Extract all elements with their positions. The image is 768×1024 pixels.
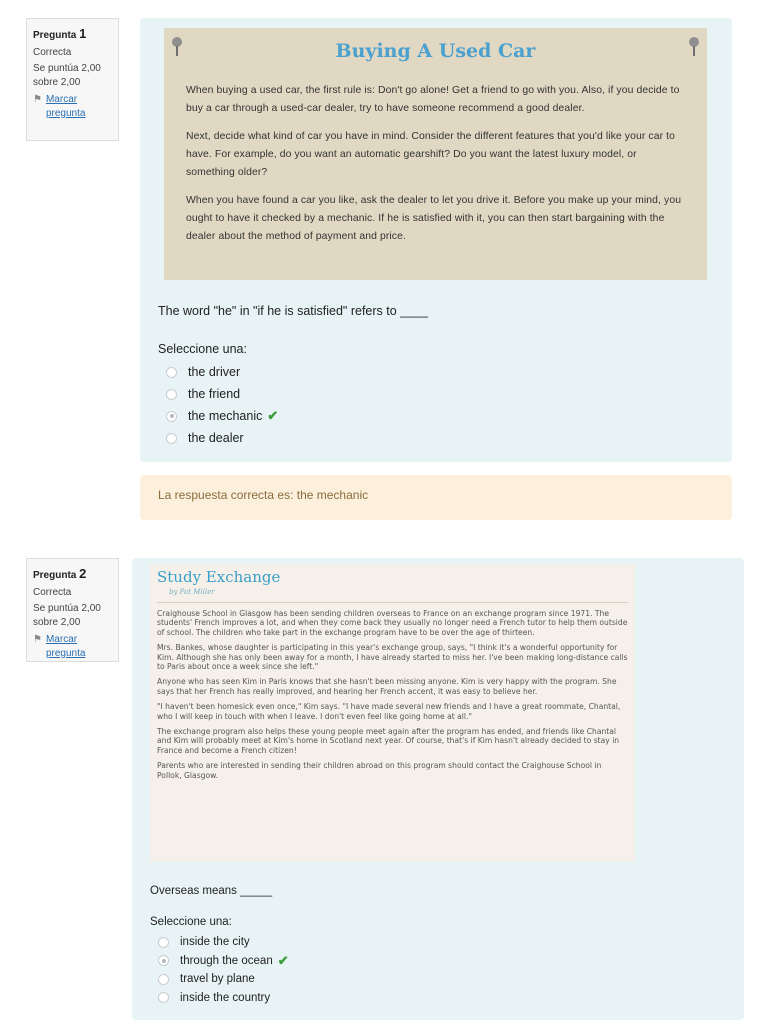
- passage-paragraph: Mrs. Bankes, whose daughter is participating in this year's exchange group, says, "I think it's a wonderful opportunity for Kim. Although she has only been away for a month, I have already started to miss her. I've been making long-distance calls to Paris about once a week since she left.": [157, 643, 628, 672]
- question-text: The word "he" in "if he is satisfied" refers to ____: [158, 304, 428, 318]
- passage-paragraph: When you have found a car you like, ask the dealer to let you drive it. Before you make up your mind, you ought to have it checked by a mechanic. If he is satisfied with it, you can then start bargaining with the dealer about the method of payment and price.: [186, 195, 682, 242]
- radio-button[interactable]: [166, 433, 177, 444]
- select-prompt: Seleccione una:: [158, 342, 247, 356]
- question-score: Se puntúa 2,00 sobre 2,00: [33, 603, 101, 628]
- question-number: Pregunta 2: [33, 566, 87, 581]
- radio-button[interactable]: [158, 974, 169, 985]
- answer-label: travel by plane: [180, 973, 255, 986]
- answer-label: the mechanic: [188, 409, 263, 423]
- question-1-content: [140, 18, 732, 462]
- answer-option[interactable]: [158, 933, 289, 952]
- flag-question-link[interactable]: Marcar pregunta: [45, 634, 86, 659]
- correct-check-icon: ✔: [277, 952, 289, 968]
- passage-title: Study Exchange: [157, 568, 281, 586]
- flag-question-link[interactable]: Marcar pregunta: [45, 94, 86, 119]
- reading-passage: [164, 28, 707, 280]
- passage-byline: by Pat Miller: [169, 588, 215, 596]
- passage-paragraph: Anyone who has seen Kim in Paris knows that she hasn't been missing anyone. Kim is very happy with the program. She says that her French has really improved, and hearing her French accent, it was easy to believe her.: [157, 677, 617, 696]
- answer-label: inside the city: [180, 936, 250, 949]
- radio-button[interactable]: [158, 992, 169, 1003]
- question-number: Pregunta 1: [33, 26, 87, 41]
- flag-icon: ⚑: [33, 634, 42, 646]
- answer-options: [166, 361, 278, 449]
- radio-button-selected[interactable]: [166, 411, 177, 422]
- answer-option[interactable]: [166, 361, 278, 383]
- question-status: Correcta: [33, 46, 72, 58]
- passage-paragraph: Parents who are interested in sending their children abroad on this program should contact the Craighouse School in Pollok, Glasgow.: [157, 761, 602, 780]
- radio-button[interactable]: [166, 389, 177, 400]
- select-prompt: Seleccione una:: [150, 916, 232, 928]
- correct-answer-feedback: La respuesta correcta es: the mechanic: [140, 475, 732, 520]
- passage-paragraph: Next, decide what kind of car you have in mind. Consider the different features that you'd like your car to have. For example, do you want an automatic gearshift? Do you want the latest luxury model, or something older?: [186, 131, 675, 178]
- answer-option[interactable]: [158, 989, 289, 1008]
- answer-option[interactable]: [166, 427, 278, 449]
- flag-question[interactable]: [33, 93, 112, 120]
- answer-label: through the ocean: [180, 954, 273, 967]
- correct-check-icon: ✔: [267, 408, 279, 423]
- question-2-info: [26, 558, 119, 662]
- radio-button-selected[interactable]: [158, 955, 169, 966]
- answer-options: [158, 933, 289, 1007]
- answer-option[interactable]: [158, 970, 289, 989]
- question-2-content: [132, 558, 744, 1020]
- answer-label: the driver: [188, 365, 241, 379]
- flag-icon: ⚑: [33, 94, 42, 106]
- question-text: Overseas means _____: [150, 885, 273, 897]
- passage-paragraph: When buying a used car, the first rule is: Don't go alone! Get a friend to go with you. Also, if you decide to buy a car through a used-car dealer, try to have someone recommend a good dealer.: [186, 85, 680, 114]
- passage-paragraph: Craighouse School in Glasgow has been sending children overseas to France on an exchange program since 1971. The students' French improves a lot, and when they come back they usually no longer need a French tutor to help them outside of school. The children who take part in the exchange program have to be over the age of thirteen.: [157, 609, 628, 637]
- question-score: Se puntúa 2,00 sobre 2,00: [33, 63, 101, 88]
- answer-label: inside the country: [180, 991, 271, 1004]
- question-status: Correcta: [33, 586, 72, 598]
- answer-option[interactable]: [166, 405, 278, 427]
- answer-label: the friend: [188, 387, 241, 401]
- answer-option[interactable]: [158, 952, 289, 971]
- radio-button[interactable]: [158, 937, 169, 948]
- question-1-info: [26, 18, 119, 141]
- radio-button[interactable]: [166, 367, 177, 378]
- passage-paragraph: The exchange program also helps these young people meet again after the program has ended, and friends like Chantal and Kim will probably meet at Kim's home in Scotland next year. Of course, that's if Kim hasn't already decided to stay in France and become a French citizen!: [157, 727, 620, 755]
- pushpin-icon: [170, 36, 184, 58]
- pushpin-icon: [687, 36, 701, 58]
- divider: [157, 602, 628, 603]
- passage-title: Buying A Used Car: [335, 40, 536, 62]
- answer-option[interactable]: [166, 383, 278, 405]
- answer-label: the dealer: [188, 431, 244, 445]
- flag-question[interactable]: [33, 633, 112, 660]
- reading-passage: [150, 564, 635, 862]
- passage-paragraph: "I haven't been homesick even once," Kim says. "I have made several new friends and I have a great roommate, Chantal, who I will keep in touch with when I leave. I don't even feel like going home at all.": [157, 702, 621, 721]
